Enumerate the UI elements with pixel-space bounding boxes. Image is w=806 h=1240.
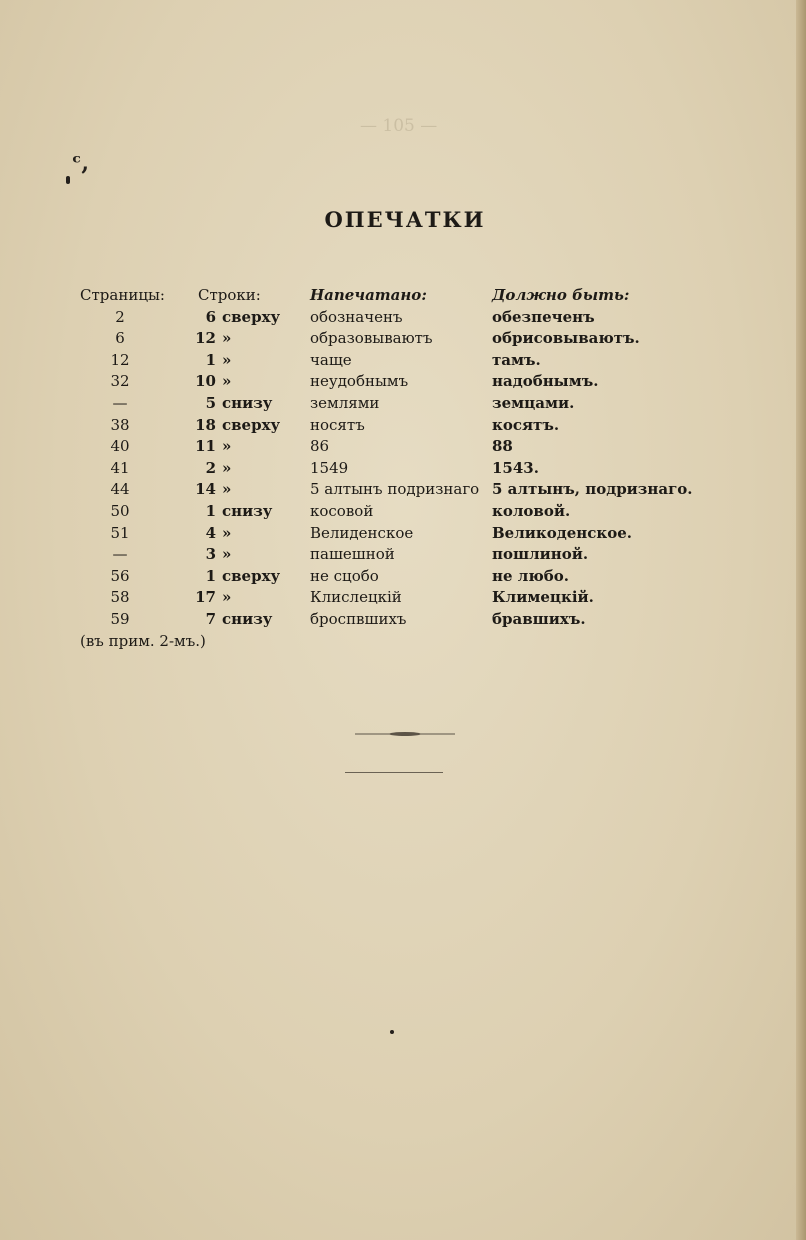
ink-dot <box>66 176 70 184</box>
cell-correct: коловой. <box>492 501 571 520</box>
cell-line-direction: » <box>222 545 232 564</box>
cell-line-direction: сверху <box>222 415 281 434</box>
cell-printed: 1549 <box>310 458 349 477</box>
cell-line-number: 1 <box>205 501 216 520</box>
cell-line <box>188 588 231 606</box>
cell-line-direction: » <box>222 372 232 391</box>
cell-page: 38 <box>110 415 130 434</box>
cell-correct: 5 алтынъ, подризнаго. <box>492 480 693 499</box>
cell-correct: 88 <box>492 437 513 456</box>
cell-printed: Клислецкій <box>310 588 402 607</box>
cell-correct: не любо. <box>492 566 569 585</box>
cell-correct: Климецкій. <box>492 588 594 607</box>
cell-line <box>188 480 231 498</box>
cell-page: 50 <box>110 501 130 520</box>
cell-line-direction: » <box>222 588 232 607</box>
cell-line-number: 5 <box>205 393 216 412</box>
cell-printed: носятъ <box>310 415 365 434</box>
cell-printed: чаще <box>310 350 352 369</box>
cell-correct: обрисовываютъ. <box>492 329 640 348</box>
cell-line-direction: » <box>222 437 232 456</box>
table-row <box>80 567 700 589</box>
cell-correct: надобнымъ. <box>492 372 599 391</box>
header-printed: Напечатано: <box>310 286 427 304</box>
cell-line-direction: » <box>222 480 232 499</box>
cell-line-number: 10 <box>195 372 216 391</box>
cell-line <box>188 545 231 563</box>
cell-correct: земцами. <box>492 393 575 412</box>
cell-line-number: 12 <box>195 329 216 348</box>
cell-printed: Велиденское <box>310 523 414 542</box>
cell-correct: бравшихъ. <box>492 609 586 628</box>
cell-page: 12 <box>110 350 130 369</box>
cell-page: 6 <box>115 329 125 348</box>
table-row <box>80 372 700 394</box>
cell-line-number: 1 <box>205 350 216 369</box>
cell-printed: образовываютъ <box>310 329 433 348</box>
ornament-divider <box>355 731 455 737</box>
cell-line-number: 2 <box>205 458 216 477</box>
page-number: — 105 — <box>360 116 438 136</box>
ink-speck <box>390 1030 394 1034</box>
cell-line <box>188 394 272 412</box>
cell-line <box>188 308 280 326</box>
cell-line-number: 6 <box>205 307 216 326</box>
horizontal-rule <box>345 772 443 773</box>
cell-correct: обезпеченъ <box>492 307 595 326</box>
cell-line <box>188 610 272 628</box>
cell-line <box>188 524 231 542</box>
cell-line-direction: » <box>222 329 232 348</box>
table-row <box>80 480 700 502</box>
cell-line <box>188 372 231 390</box>
table-row <box>80 308 700 330</box>
cell-line <box>188 416 280 434</box>
cell-page: 58 <box>110 588 130 607</box>
corner-mark: ᶜ, <box>72 150 90 176</box>
cell-line <box>188 351 231 369</box>
table-row <box>80 524 700 546</box>
errata-table <box>80 286 700 654</box>
cell-line-number: 18 <box>195 415 216 434</box>
cell-line-direction: » <box>222 458 232 477</box>
cell-printed: землями <box>310 393 380 412</box>
cell-page: 44 <box>110 480 130 499</box>
cell-correct: косятъ. <box>492 415 560 434</box>
header-line: Строки: <box>198 286 261 304</box>
cell-page: 32 <box>110 372 130 391</box>
cell-page: — <box>112 393 128 412</box>
cell-line-number: 1 <box>205 566 216 585</box>
cell-printed: броспвшихъ <box>310 609 407 628</box>
cell-line-number: 14 <box>195 480 216 499</box>
table-header <box>80 286 700 308</box>
cell-page: — <box>112 545 128 564</box>
cell-correct: тамъ. <box>492 350 541 369</box>
cell-line <box>188 502 272 520</box>
table-row <box>80 545 700 567</box>
table-row <box>80 394 700 416</box>
cell-line-direction: сверху <box>222 566 281 585</box>
cell-line-number: 11 <box>195 437 216 456</box>
ornament-center <box>389 732 421 736</box>
page-title: ОПЕЧАТКИ <box>324 207 486 232</box>
table-row <box>80 588 700 610</box>
cell-line-direction: снизу <box>222 501 273 520</box>
cell-page: 41 <box>110 458 130 477</box>
table-row <box>80 610 700 632</box>
cell-printed: обозначенъ <box>310 307 403 326</box>
cell-page: 2 <box>115 307 125 326</box>
page-edge <box>796 0 806 1240</box>
cell-page: 56 <box>110 566 130 585</box>
cell-line-direction: снизу <box>222 609 273 628</box>
cell-printed: 5 алтынъ подризнаго <box>310 480 480 499</box>
cell-line-direction: » <box>222 350 232 369</box>
cell-printed: косовой <box>310 501 374 520</box>
cell-line-direction: » <box>222 523 232 542</box>
cell-line-number: 17 <box>195 588 216 607</box>
cell-page: 40 <box>110 437 130 456</box>
cell-line <box>188 459 231 477</box>
header-page: Страницы: <box>80 286 165 304</box>
cell-line <box>188 567 280 585</box>
header-correct: Должно быть: <box>492 286 630 304</box>
cell-printed: 86 <box>310 437 330 456</box>
cell-printed: неудобнымъ <box>310 372 409 391</box>
table-row <box>80 416 700 438</box>
cell-line-direction: снизу <box>222 393 273 412</box>
cell-line-direction: сверху <box>222 307 281 326</box>
cell-correct: пошлиной. <box>492 545 589 564</box>
cell-page: 51 <box>110 523 130 542</box>
footnote: (въ прим. 2-мъ.) <box>80 631 206 650</box>
errata-rows <box>80 308 700 632</box>
table-row <box>80 437 700 459</box>
table-row <box>80 329 700 351</box>
cell-printed: не сцобо <box>310 566 379 585</box>
cell-page: 59 <box>110 609 130 628</box>
cell-correct: 1543. <box>492 458 539 477</box>
cell-correct: Великоденское. <box>492 523 633 542</box>
cell-line-number: 7 <box>205 609 216 628</box>
cell-line-number: 4 <box>205 523 216 542</box>
table-row <box>80 502 700 524</box>
table-row <box>80 459 700 481</box>
cell-line-number: 3 <box>205 545 216 564</box>
table-row <box>80 351 700 373</box>
cell-line <box>188 437 231 455</box>
cell-line <box>188 329 231 347</box>
cell-printed: пашешной <box>310 545 395 564</box>
